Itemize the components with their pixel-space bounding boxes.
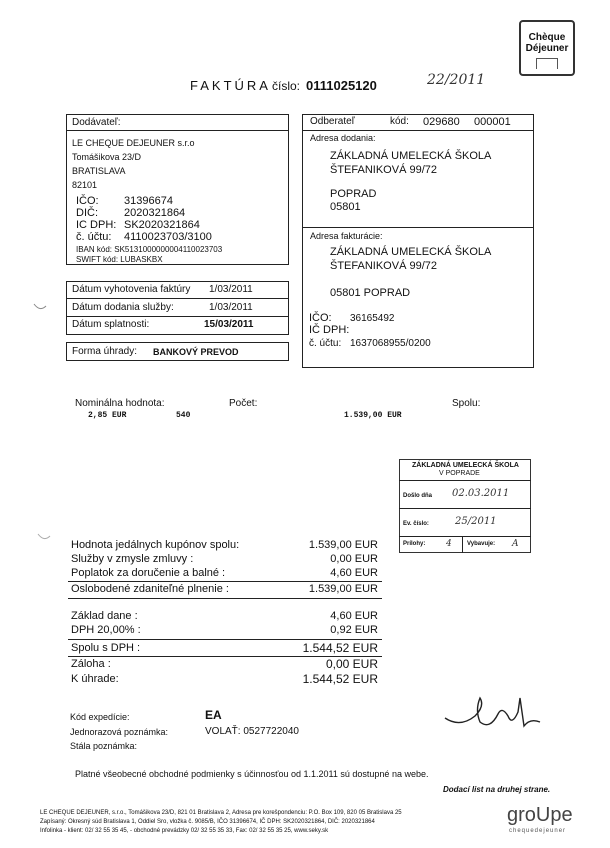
due-date: 15/03/2011 [204,319,254,330]
count-value: 540 [176,411,191,420]
summary-label: DPH 20,00% : [71,624,141,636]
summary-label: K úhrade: [71,673,119,685]
nominal-value: 2,85 EUR [88,411,127,420]
permanent-note-label: Stála poznámka: [70,741,138,751]
groupe-logo-sub: chequedejeuner [509,828,567,834]
one-time-note: VOLAŤ: 0527722040 [205,726,299,737]
summary-label: Základ dane : [71,610,138,622]
total-value: 1.539,00 EUR [344,411,402,420]
handwritten-number: 22/2011 [427,72,486,88]
logo-mark [536,58,558,69]
customer-heading: Odberateľ [310,116,355,127]
billing-street: ŠTEFANIKOVÁ 99/72 [330,260,437,272]
summary-value: 1.539,00 EUR [308,539,378,551]
signature [440,688,560,736]
punch-mark [32,302,48,314]
stamp-att-label: Prílohy: [403,541,426,547]
customer-ico: 36165492 [350,313,395,324]
summary-label: Spolu s DPH : [71,642,141,654]
summary-rule [68,639,382,640]
customer-code-2: 000001 [474,116,511,128]
stamp-proc-label: Vybavuje: [467,541,496,547]
customer-account: 1637068955/0200 [350,338,431,349]
dates-divider-2 [66,316,289,317]
invoice-number: 0111025120 [306,78,377,93]
due-date-label: Dátum splatnosti: [72,319,150,330]
groupe-logo: groUpe [507,804,573,826]
invoice-title: FAKTÚRA [190,78,271,93]
customer-divider-1 [302,130,534,131]
supplier-street: Tomášikova 23/D [72,152,142,162]
summary-value: 0,92 EUR [330,624,378,636]
stamp-att: 4 [446,539,452,549]
billing-name: ZÁKLADNÁ UMELECKÁ ŠKOLA [330,246,492,258]
supplier-divider [66,130,289,131]
stamp-received: 02.03.2011 [452,488,510,499]
supplier-account-label: č. účtu: [76,231,112,243]
stamp-divider-v [462,536,463,553]
billing-city: 05801 POPRAD [330,287,411,299]
delivery-note-text: Dodací list na druhej strane. [443,785,551,794]
stamp-ev: 25/2011 [455,516,497,527]
delivery-date-label: Dátum dodania služby: [72,302,174,313]
summary-value: 1.539,00 EUR [308,583,378,595]
faded-header [330,40,332,49]
supplier-name: LE CHEQUE DEJEUNER s.r.o [72,138,195,148]
customer-icdph-label: IČ DPH: [309,324,350,336]
delivery-date: 1/03/2011 [209,302,253,313]
summary-label: Hodnota jedálnych kupónov spolu: [71,539,240,551]
total-label: Spolu: [452,398,481,409]
customer-divider-2 [302,227,534,228]
terms-text: Platné všeobecné obchodné podmienky s účinnosťou od 1.1.2011 sú dostupné na webe. [75,769,429,779]
delivery-address-heading: Adresa dodania: [310,133,376,143]
logo-line2: Déjeuner [525,43,569,54]
summary-label: Poplatok za doručenie a balné : [71,567,226,579]
logo-line1: Chèque [528,32,566,43]
supplier-icdph: SK2020321864 [124,219,200,231]
customer-ico-label: IČO: [309,312,332,324]
one-time-note-label: Jednorazová poznámka: [70,727,169,737]
footer-line-3: Infolinka - klient: 02/ 32 55 35 45, - obchodné prevádzky 02/ 32 55 35 33, Fax: 02/ 32 55 35 25, www.seky.sk [40,828,329,834]
customer-code-1: 029680 [423,116,460,128]
supplier-iban: IBAN kód: SK5131000000004110023703 [76,245,223,254]
supplier-ico-label: IČO: [76,195,99,207]
count-label: Počet: [229,398,258,409]
delivery-name: ZÁKLADNÁ UMELECKÁ ŠKOLA [330,150,492,162]
summary-value: 0,00 EUR [330,553,378,565]
stamp-divider-3 [399,536,531,537]
stamp-title-2: V POPRADE [439,470,480,477]
invoice-number-label: číslo: [272,79,301,93]
dates-divider-1 [66,298,289,299]
nominal-label: Nominálna hodnota: [75,398,165,409]
billing-address-heading: Adresa fakturácie: [310,231,383,241]
summary-label: Služby v zmysle zmluvy : [71,553,194,565]
delivery-street: ŠTEFANIKOVÁ 99/72 [330,164,437,176]
payment-value: BANKOVÝ PREVOD [153,347,239,357]
supplier-zip: 82101 [72,180,98,190]
stamp-ev-label: Ev. číslo: [403,521,429,527]
stamp-proc: A [512,539,519,549]
stamp-received-label: Došlo dňa [403,493,433,499]
summary-label: Záloha : [71,658,111,670]
summary-value: 0,00 EUR [325,657,378,671]
summary-rule [68,581,382,582]
issue-date-label: Dátum vyhotovenia faktúry [72,284,191,295]
delivery-city: POPRAD [330,188,377,200]
customer-code-label: kód: [390,116,409,127]
supplier-dic: 2020321864 [124,207,186,219]
expedition-code-label: Kód expedície: [70,712,130,722]
supplier-city: BRATISLAVA [72,166,126,176]
summary-value: 1.544,52 EUR [302,641,378,655]
delivery-zip: 05801 [330,201,361,213]
cheque-dejeuner-logo [519,20,575,76]
stamp-divider-1 [399,480,531,481]
supplier-heading: Dodávateľ: [72,117,121,128]
summary-value: 4,60 EUR [330,567,378,579]
supplier-ico: 31396674 [124,195,173,207]
footer-line-1: LE CHEQUE DEJEUNER, s.r.o., Tomášikova 23/D, 821 01 Bratislava 2, Adresa pre korešpondenciu: P.O. Box 109, 820 05 Bratislava 25 [40,810,402,816]
stamp-title-1: ZÁKLADNÁ UMELECKÁ ŠKOLA [412,462,519,469]
stamp-divider-2 [399,508,531,509]
expedition-code: EA [205,708,222,722]
supplier-icdph-label: IC DPH: [76,219,117,231]
summary-rule [68,598,382,599]
customer-account-label: č. účtu: [309,338,342,349]
supplier-swift: SWIFT kód: LUBASKBX [76,255,163,264]
supplier-account: 4110023703/3100 [124,231,212,243]
payment-label: Forma úhrady: [72,346,138,357]
supplier-dic-label: DIČ: [76,207,98,219]
summary-label: Oslobodené zdaniteľné plnenie : [71,583,229,595]
footer-line-2: Zapísaný: Okresný súd Bratislava 1, Oddiel Sro, vložka č. 9085/B, IČO 31396674, IČ DPH: SK2020321864, DIČ: 2020321864 [40,819,375,825]
issue-date: 1/03/2011 [209,284,253,295]
summary-value: 1.544,52 EUR [302,672,378,686]
punch-mark [36,532,52,544]
summary-value: 4,60 EUR [330,610,378,622]
